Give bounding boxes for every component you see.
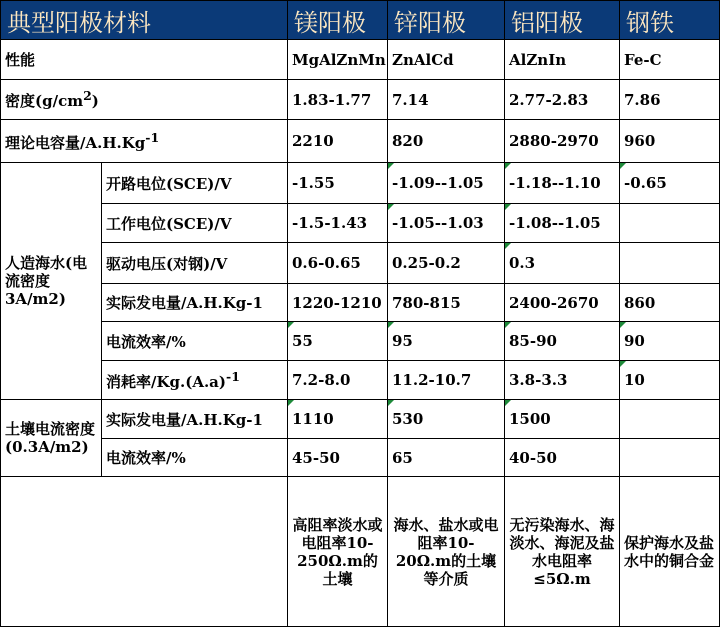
table-row xyxy=(1,243,720,284)
cell-zn-consumption: 11.2-10.7 xyxy=(388,361,505,400)
cell-al-working: -1.08--1.05 xyxy=(505,204,620,243)
cell-fe-density: 7.86 xyxy=(620,80,720,120)
cell-fe-theoretical-capacity: 960 xyxy=(620,120,720,163)
cell-al-performance: AlZnIn xyxy=(505,40,620,80)
cell-fe-actual-output: 860 xyxy=(620,284,720,322)
cell-mg-driving: 0.6-0.65 xyxy=(288,243,388,284)
cell-al-soil-actual-output: 1500 xyxy=(505,400,620,439)
table-row xyxy=(1,400,720,439)
row-label-actual-output: 实际发电量/A.H.Kg-1 xyxy=(102,284,288,322)
cell-fe-efficiency: 90 xyxy=(620,322,720,361)
cell-zn-performance: ZnAlCd xyxy=(388,40,505,80)
cell-al-actual-output: 2400-2670 xyxy=(505,284,620,322)
table-row xyxy=(1,322,720,361)
cell-zn-working: -1.05--1.03 xyxy=(388,204,505,243)
table-row xyxy=(1,80,720,120)
cell-zn-density: 7.14 xyxy=(388,80,505,120)
cell-mg-theoretical-capacity: 2210 xyxy=(288,120,388,163)
header-row xyxy=(1,1,720,40)
row-label-theoretical-capacity: 理论电容量$/A.H.Kg^{-1}$ xyxy=(1,120,288,163)
cell-zn-actual-output: 780-815 xyxy=(388,284,505,322)
cell-al-consumption: 3.8-3.3 xyxy=(505,361,620,400)
cell-fe-open-circuit: -0.65 xyxy=(620,163,720,204)
table-row xyxy=(1,120,720,163)
table-row xyxy=(1,204,720,243)
cell-mg-density: 1.83-1.77 xyxy=(288,80,388,120)
cell-al-driving: 0.3 xyxy=(505,243,620,284)
row-label-performance: 性能 xyxy=(1,40,288,80)
cell-mg-application: 高阻率淡水或电阻率10-250Ω.m的土壤 xyxy=(288,477,388,627)
cell-zn-open-circuit: -1.09--1.05 xyxy=(388,163,505,204)
row-label-consumption: 消耗率$/Kg.(A.a)^{-1}$ xyxy=(102,361,288,400)
cell-mg-efficiency: 55 xyxy=(288,322,388,361)
cell-zn-application: 海水、盐水或电阻率10-20Ω.m的土壤等介质 xyxy=(388,477,505,627)
cell-mg-soil-actual-output: 1110 xyxy=(288,400,388,439)
cell-zn-soil-actual-output: 530 xyxy=(388,400,505,439)
group-label-soil: 土壤电流密度(0.3A/m2) xyxy=(1,400,102,477)
group-label-seawater: 人造海水(电流密度3A/m2) xyxy=(1,163,102,400)
header-steel: 钢铁 xyxy=(620,1,720,40)
cell-fe-application: 保护海水及盐水中的铜合金 xyxy=(620,477,720,627)
header-anode-material: 典型阳极材料 xyxy=(1,1,288,40)
cell-zn-efficiency: 95 xyxy=(388,322,505,361)
cell-mg-open-circuit: -1.55 xyxy=(288,163,388,204)
cell-zn-soil-efficiency: 65 xyxy=(388,439,505,477)
row-label-driving: 驱动电压(对钢)/V xyxy=(102,243,288,284)
application-label-cell xyxy=(1,477,288,627)
cell-al-density: 2.77-2.83 xyxy=(505,80,620,120)
cell-fe-performance: Fe-C xyxy=(620,40,720,80)
cell-mg-consumption: 7.2-8.0 xyxy=(288,361,388,400)
row-label-working: 工作电位(SCE)/V xyxy=(102,204,288,243)
table-row xyxy=(1,163,720,204)
cell-al-application: 无污染海水、海淡水、海泥及盐水电阻率≤5Ω.m xyxy=(505,477,620,627)
row-label-efficiency: 电流效率/% xyxy=(102,322,288,361)
cell-fe-soil-actual-output xyxy=(620,400,720,439)
table-row xyxy=(1,439,720,477)
header-aluminum-anode: 铝阳极 xyxy=(505,1,620,40)
cell-al-efficiency: 85-90 xyxy=(505,322,620,361)
cell-al-open-circuit: -1.18--1.10 xyxy=(505,163,620,204)
cell-mg-actual-output: 1220-1210 xyxy=(288,284,388,322)
table-row xyxy=(1,361,720,400)
cell-fe-consumption: 10 xyxy=(620,361,720,400)
table-row xyxy=(1,40,720,80)
cell-fe-soil-efficiency xyxy=(620,439,720,477)
cell-fe-working xyxy=(620,204,720,243)
row-label-density: 密度$(g/cm^2)$ xyxy=(1,80,288,120)
cell-fe-driving xyxy=(620,243,720,284)
application-row xyxy=(1,477,720,627)
row-label-soil-actual-output: 实际发电量/A.H.Kg-1 xyxy=(102,400,288,439)
cell-al-soil-efficiency: 40-50 xyxy=(505,439,620,477)
cell-zn-driving: 0.25-0.2 xyxy=(388,243,505,284)
cell-mg-working: -1.5-1.43 xyxy=(288,204,388,243)
cell-mg-performance: MgAlZnMn xyxy=(288,40,388,80)
header-zinc-anode: 锌阳极 xyxy=(388,1,505,40)
row-label-open-circuit: 开路电位(SCE)/V xyxy=(102,163,288,204)
header-magnesium-anode: 镁阳极 xyxy=(288,1,388,40)
table-row xyxy=(1,284,720,322)
cell-al-theoretical-capacity: 2880-2970 xyxy=(505,120,620,163)
cell-mg-soil-efficiency: 45-50 xyxy=(288,439,388,477)
cell-zn-theoretical-capacity: 820 xyxy=(388,120,505,163)
row-label-soil-efficiency: 电流效率/% xyxy=(102,439,288,477)
